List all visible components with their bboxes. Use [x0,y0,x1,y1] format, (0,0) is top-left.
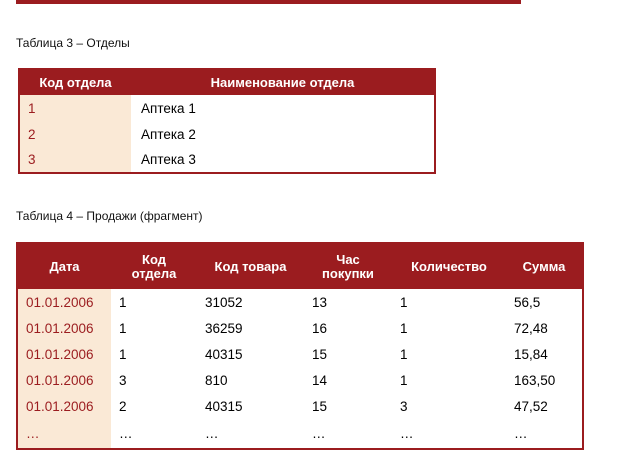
quantity-cell: … [400,426,414,441]
product-code-cell: … [205,426,219,441]
purchase-hour-cell: 15 [312,346,328,362]
date-cell: 01.01.2006 [17,341,111,367]
purchase-hour-cell: 15 [312,398,328,414]
column-header-quantity-label: Количество [411,258,487,274]
column-header-dept-code-label: Код отдела [131,251,177,281]
column-header-sum [506,243,583,289]
table-row [17,289,583,315]
table4-caption: Таблица 4 – Продажи (фрагмент) [16,209,203,223]
purchase-hour-cell: … [312,426,326,441]
quantity-cell: 1 [400,346,408,362]
dept-code-cell: 1 [119,294,127,310]
dept-code-cell: 2 [19,121,131,147]
sales-table-body [17,289,583,449]
table-row [19,95,435,121]
table-header-row [19,69,435,95]
quantity-cell: 1 [400,294,408,310]
dept-name-cell: Аптека 2 [141,126,196,142]
quantity-cell: 1 [400,372,408,388]
column-header-dept-code [111,243,197,289]
column-header-sum-label: Сумма [522,258,566,274]
dept-code-cell: 3 [19,147,131,173]
dept-name-cell: Аптека 1 [141,100,196,116]
quantity-cell: 3 [400,398,408,414]
column-header-dept-name: Наименование отдела [131,69,435,95]
date-cell: 01.01.2006 [17,393,111,419]
purchase-hour-cell: 16 [312,320,328,336]
date-cell: … [17,419,111,449]
date-cell: 01.01.2006 [17,367,111,393]
table3-caption: Таблица 3 – Отделы [16,36,130,50]
departments-table [18,68,436,174]
product-code-cell: 40315 [205,346,243,362]
table-row [17,315,583,341]
column-header-product-code-label: Код товара [214,258,287,274]
sum-cell: 163,50 [514,372,556,388]
quantity-cell: 1 [400,320,408,336]
table-header-row [17,243,583,289]
dept-code-cell: 1 [119,346,127,362]
product-code-cell: 810 [205,372,228,388]
column-header-quantity [392,243,506,289]
column-header-product-code [197,243,304,289]
table-row [17,393,583,419]
dept-code-cell: 1 [19,95,131,121]
dept-code-cell: 1 [119,320,127,336]
purchase-hour-cell: 13 [312,294,328,310]
dept-name-cell: Аптека 3 [141,152,196,167]
product-code-cell: 31052 [205,294,243,310]
top-divider [16,0,521,4]
product-code-cell: 40315 [205,398,243,414]
column-header-purchase-hour [304,243,392,289]
table-row [17,367,583,393]
sales-table [16,242,584,450]
date-cell: 01.01.2006 [17,315,111,341]
table-row [17,341,583,367]
sum-cell: 15,84 [514,346,548,362]
sum-cell: 56,5 [514,294,541,310]
table-row [19,147,435,173]
dept-code-cell: 2 [119,398,127,414]
purchase-hour-cell: 14 [312,372,328,388]
date-cell: 01.01.2006 [17,289,111,315]
column-header-date-label: Дата [49,258,80,274]
dept-code-cell: 3 [119,372,127,388]
sum-cell: … [514,426,528,441]
dept-code-cell: … [119,426,133,441]
column-header-dept-code: Код отдела [19,69,131,95]
table-row [19,121,435,147]
column-header-date [17,243,111,289]
sum-cell: 47,52 [514,398,548,414]
sum-cell: 72,48 [514,320,548,336]
table-row [17,419,583,449]
product-code-cell: 36259 [205,320,243,336]
column-header-purchase-hour-label: Час покупки [322,251,374,281]
